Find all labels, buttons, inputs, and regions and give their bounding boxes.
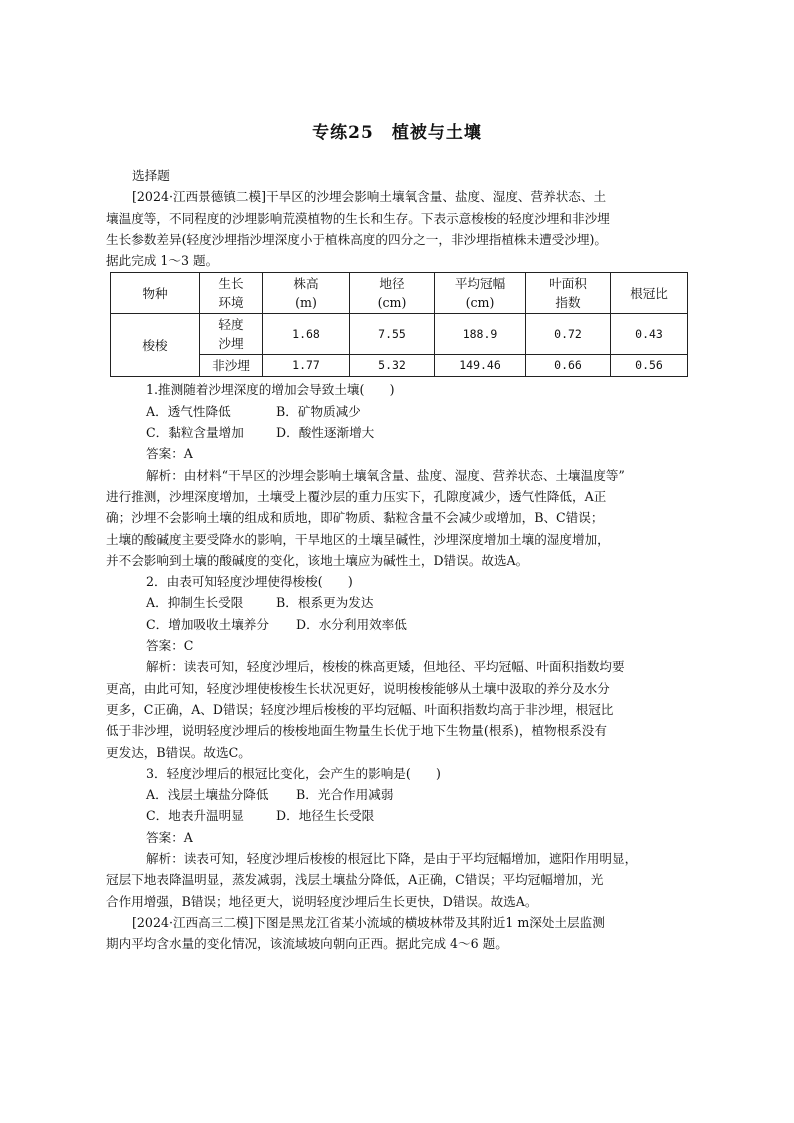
table-cell: 149.46 — [435, 355, 526, 377]
answer-options — [106, 614, 688, 635]
analysis-line: 冠层下地表降温明显，蒸发减弱，浅层土壤盐分降低，A正确，C错误；平均冠幅增加，光 — [106, 872, 604, 888]
answer-options — [106, 805, 688, 826]
option-a: A．透气性降低 — [146, 403, 231, 419]
question-stem: 3．轻度沙埋后的根冠比变化，会产生的影响是( ) — [146, 765, 441, 781]
intro-line: 据此完成 1～3 题。 — [106, 253, 219, 269]
table-cell: 0.56 — [611, 355, 688, 377]
option-d: D．地径生长受限 — [276, 808, 375, 824]
answer-options — [106, 422, 688, 443]
analysis-line: 解析：读表可知，轻度沙埋后，梭梭的株高更矮，但地径、平均冠幅、叶面积指数均要 — [146, 659, 625, 675]
table-cell: 1.68 — [263, 314, 350, 355]
header-crown-width: 平均冠幅 (cm) — [435, 273, 526, 314]
environment-cell: 非沙埋 — [200, 355, 263, 377]
answer-options — [106, 592, 688, 613]
table-cell: 188.9 — [435, 314, 526, 355]
table-cell: 5.32 — [350, 355, 435, 377]
option-a: A．浅层土壤盐分降低 — [146, 787, 269, 803]
environment-cell: 轻度 沙埋 — [200, 314, 263, 355]
intro-line: [2024·江西高三二模]下图是黑龙江省某小流域的横坡林带及其附近1 m深处土层监测 — [132, 914, 605, 930]
intro-line: 期内平均含水量的变化情况，该流域坡向朝向正西。据此完成 4～6 题。 — [106, 936, 508, 952]
option-b: B．矿物质减少 — [276, 403, 361, 419]
table-cell: 1.77 — [263, 355, 350, 377]
header-environment: 生长 环境 — [200, 273, 263, 314]
option-d: D．酸性逐渐增大 — [276, 425, 375, 441]
species-cell: 梭梭 — [111, 314, 200, 377]
analysis-line: 低于非沙埋，说明轻度沙埋后的梭梭地面生物量生长优于地下生物量(根系)，植物根系没有 — [106, 723, 607, 739]
analysis-line: 更发达，B错误。故选C。 — [106, 744, 251, 760]
analysis-line: 进行推测，沙埋深度增加，土壤受上覆沙层的重力压实下，孔隙度减少，透气性降低，A正 — [106, 488, 607, 504]
question-stem: 2．由表可知轻度沙埋使得梭梭( ) — [146, 574, 353, 590]
analysis-line: 土壤的酸碱度主要受降水的影响，干旱地区的土壤呈碱性，沙埋深度增加土壤的湿度增加， — [106, 531, 610, 547]
option-c: C．黏粒含量增加 — [146, 425, 244, 441]
answer-options — [106, 401, 688, 422]
answer-options — [106, 784, 688, 805]
option-b: B．根系更为发达 — [276, 595, 374, 611]
intro-line: 壤温度等，不同程度的沙埋影响荒漠植物的生长和生存。下表示意梭梭的轻度沙埋和非沙埋 — [106, 210, 610, 226]
answer-line: 答案：A — [146, 446, 193, 462]
table-cell: 7.55 — [350, 314, 435, 355]
table-header-row — [111, 273, 688, 314]
analysis-line: 合作用增强，B错误；地径更大，说明轻度沙埋后生长更快，D错误。故选A。 — [106, 893, 538, 909]
question-stem: 1.推测随着沙埋深度的增加会导致土壤( ) — [146, 382, 395, 398]
table-row — [111, 314, 688, 355]
table-cell: 0.72 — [526, 314, 611, 355]
growth-parameter-table — [110, 272, 688, 377]
option-a: A．抑制生长受限 — [146, 595, 244, 611]
header-species: 物种 — [111, 273, 200, 314]
option-c: C．地表升温明显 — [146, 808, 244, 824]
header-leaf-area-index: 叶面积 指数 — [526, 273, 611, 314]
analysis-line: 解析：由材料“干旱区的沙埋会影响土壤氧含量、盐度、湿度、营养状态、土壤温度等” — [146, 467, 625, 483]
analysis-line: 确；沙埋不会影响土壤的组成和质地，即矿物质、黏粒含量不会减少或增加，B、C错误； — [106, 510, 604, 526]
analysis-line: 更多，C正确，A、D错误；轻度沙埋后梭梭的平均冠幅、叶面积指数均高于非沙埋，根冠比 — [106, 701, 614, 717]
option-b: B．光合作用减弱 — [296, 787, 394, 803]
intro-line: 生长参数差异(轻度沙埋指沙埋深度小于植株高度的四分之一，非沙埋指植株未遭受沙埋)。 — [106, 231, 607, 247]
header-height: 株高 (m) — [263, 273, 350, 314]
header-root-shoot-ratio: 根冠比 — [611, 273, 688, 314]
option-c: C．增加吸收土壤养分 — [146, 616, 269, 632]
header-diameter: 地径 (cm) — [350, 273, 435, 314]
section-heading: 选择题 — [132, 168, 170, 183]
option-d: D．水分利用效率低 — [296, 616, 407, 632]
answer-line: 答案：C — [146, 638, 194, 654]
intro-line: [2024·江西景德镇二模]干旱区的沙埋会影响土壤氧含量、盐度、湿度、营养状态、土 — [132, 189, 607, 205]
page-title: 专练25 植被与土壤 — [312, 123, 482, 143]
analysis-line: 更高，由此可知，轻度沙埋使梭梭生长状况更好，说明梭梭能够从土壤中汲取的养分及水分 — [106, 680, 610, 696]
answer-line: 答案：A — [146, 829, 193, 845]
table-cell: 0.43 — [611, 314, 688, 355]
analysis-line: 并不会影响到土壤的酸碱度的变化，该地土壤应为碱性土，D错误。故选A。 — [106, 552, 529, 568]
analysis-line: 解析：读表可知，轻度沙埋后梭梭的根冠比下降，是由于平均冠幅增加，遮阳作用明显， — [146, 851, 638, 867]
table-cell: 0.66 — [526, 355, 611, 377]
